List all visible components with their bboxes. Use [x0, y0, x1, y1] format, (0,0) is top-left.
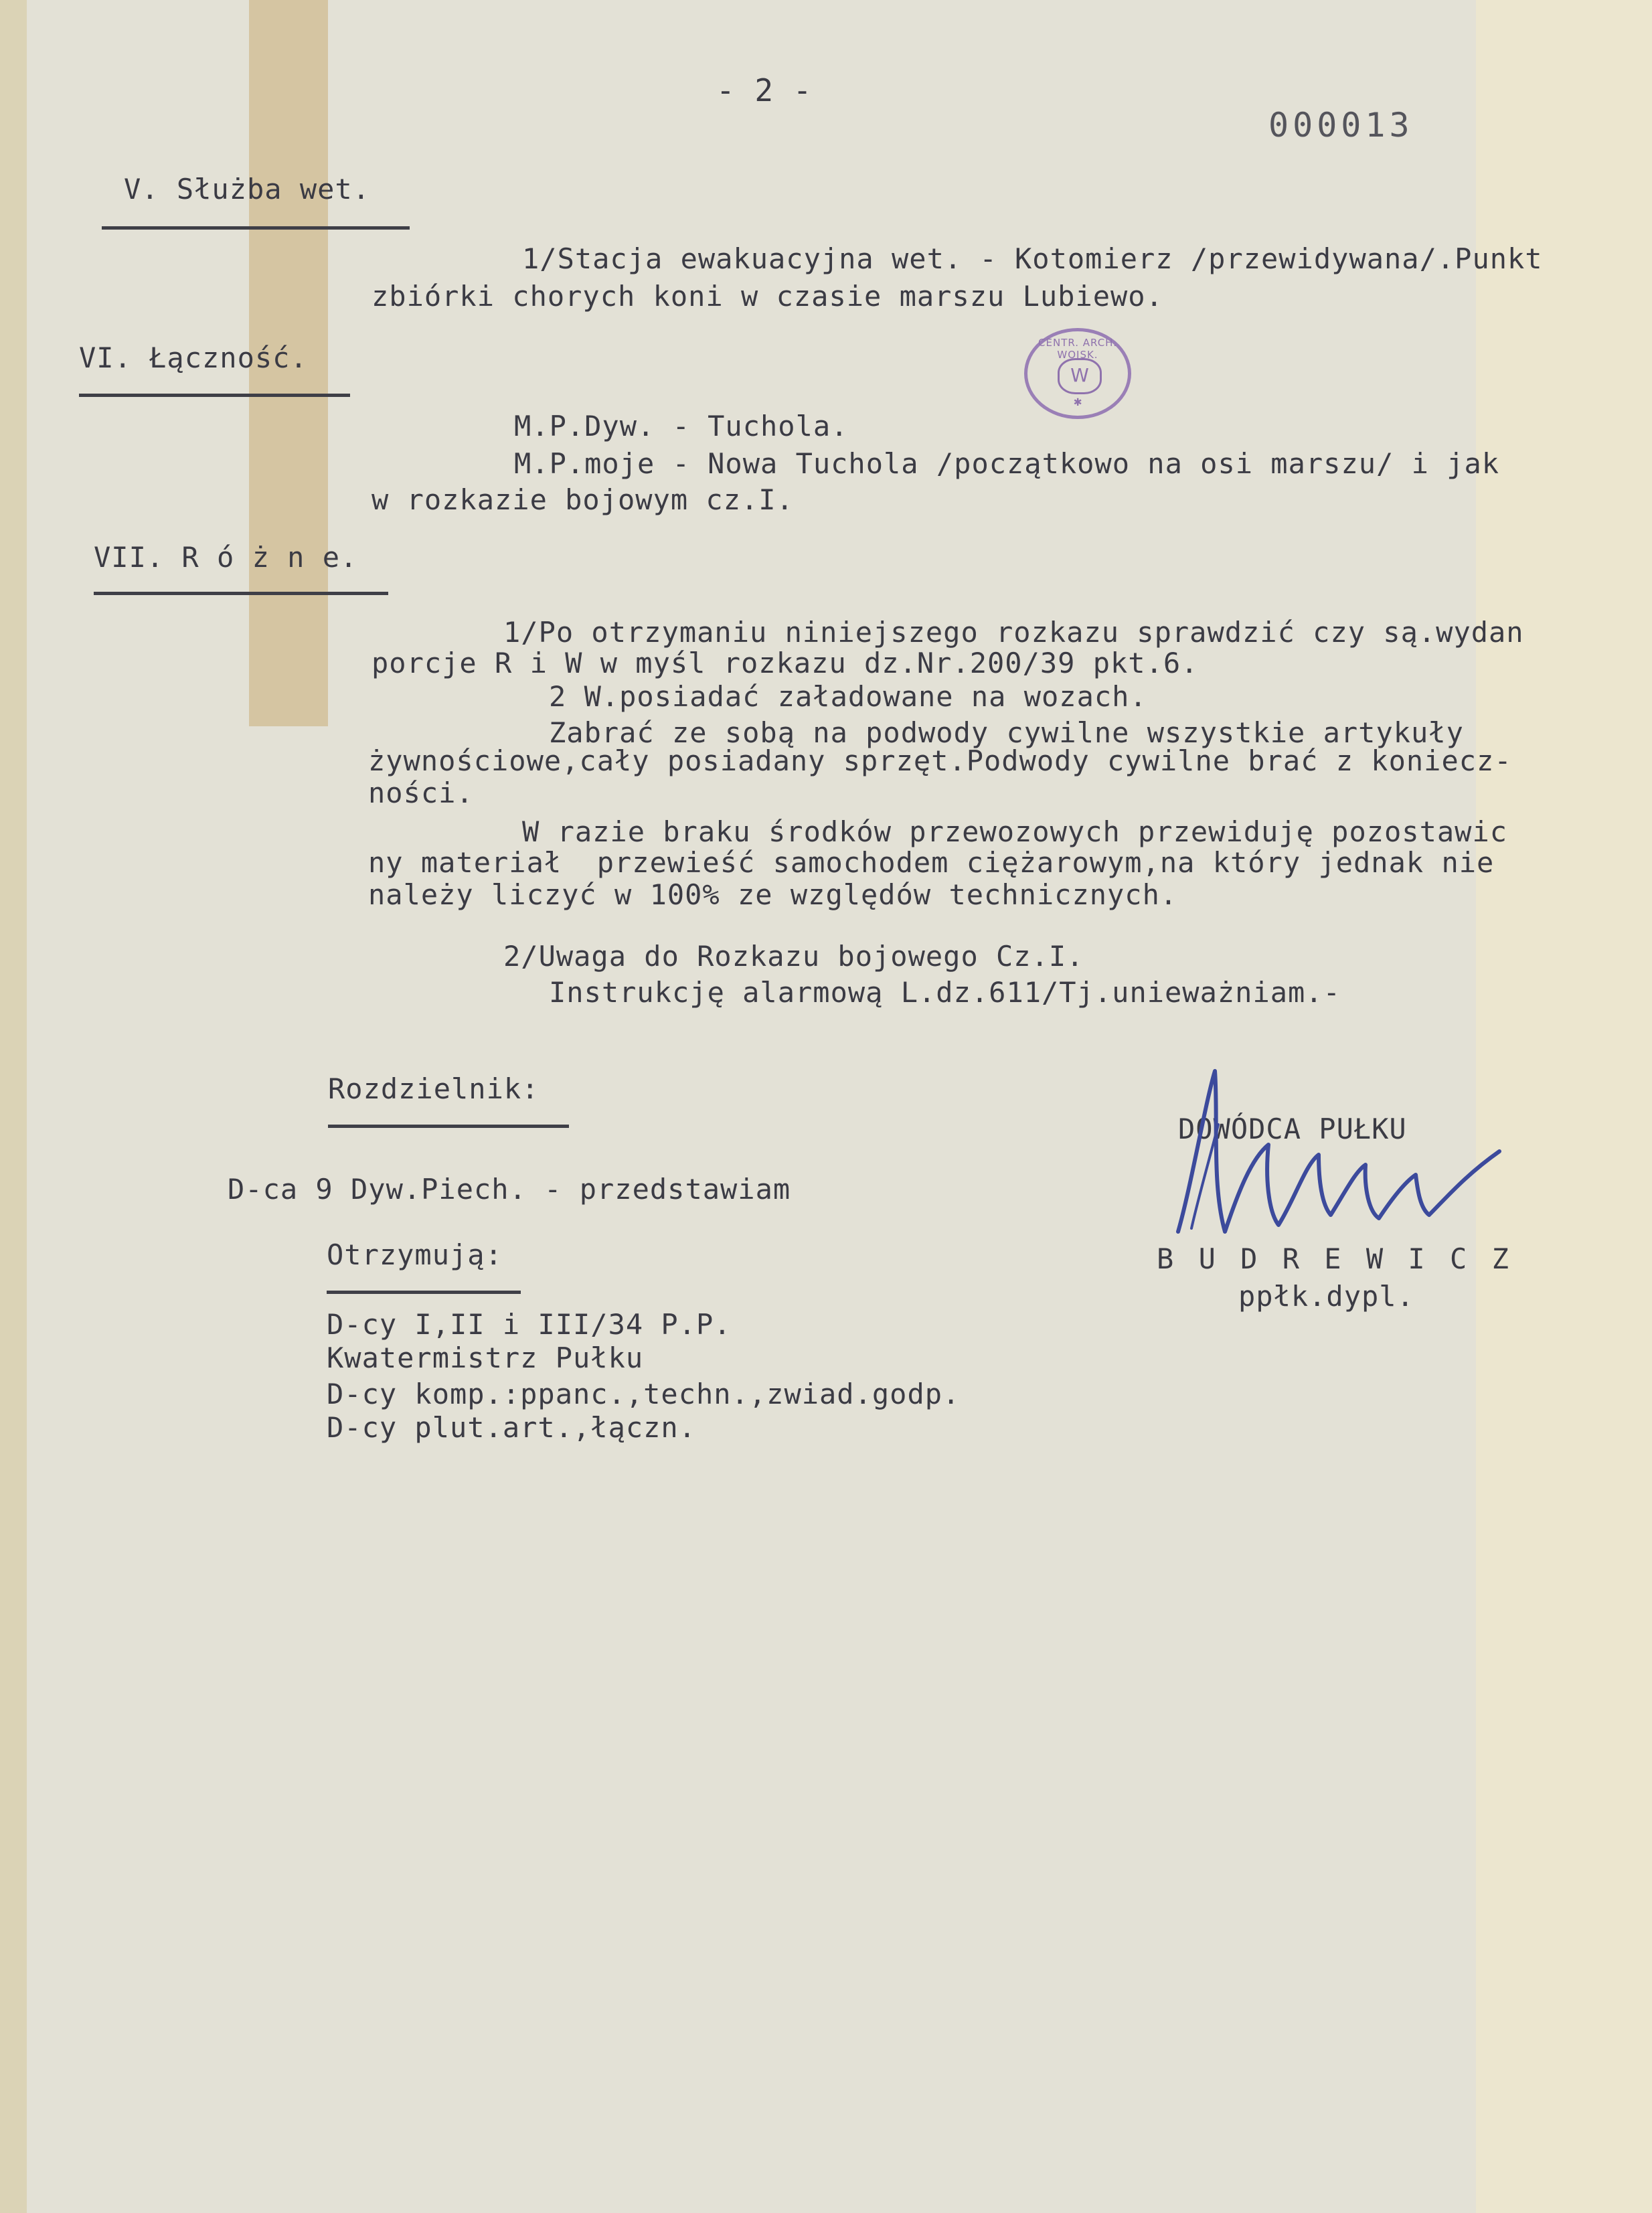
section-v-underline: [102, 226, 410, 230]
section-vi-line2: M.P.moje - Nowa Tuchola /początkowo na osi marszu/ i jak: [514, 447, 1500, 480]
section-vii-line8: ny materiał przewieść samochodem ciężarowym,na który jednak nie: [368, 846, 1495, 879]
section-vii-line9: należy liczyć w 100% ze względów technicznych.: [368, 878, 1178, 911]
section-vii-line3: 2 W.posiadać załadowane na wozach.: [549, 680, 1147, 713]
section-vii-line6: ności.: [368, 776, 474, 809]
paper-edge: [0, 0, 27, 2213]
distribution-line3: Kwatermistrz Pułku: [327, 1341, 644, 1374]
section-vii-title: VII. R ó ż n e.: [94, 541, 358, 574]
section-vii-line5: żywnościowe,cały posiadany sprzęt.Podwody cywilne brać z koniecz-: [368, 744, 1512, 777]
section-vi-line1: M.P.Dyw. - Tuchola.: [514, 410, 849, 442]
distribution-line1: D-ca 9 Dyw.Piech. - przedstawiam: [228, 1173, 791, 1206]
distribution-underline: [328, 1125, 569, 1128]
distribution-line2: D-cy I,II i III/34 P.P.: [327, 1308, 732, 1341]
section-vii-line7: W razie braku środków przewozowych przewiduję pozostawic: [522, 815, 1508, 848]
distribution-line4: D-cy komp.:ppanc.,techn.,zwiad.godp.: [327, 1378, 961, 1410]
received-underline: [327, 1291, 521, 1294]
section-vii-line1: 1/Po otrzymaniu niniejszego rozkazu sprawdzić czy są.wydan: [503, 616, 1524, 649]
section-v-title: V. Służba wet.: [124, 173, 371, 206]
signatory-name: B U D R E W I C Z: [1157, 1242, 1513, 1275]
stamp-text: CENTR. ARCH. WOJSK.: [1038, 337, 1117, 361]
section-vi-underline: [79, 394, 350, 397]
section-vii-line11: Instrukcję alarmową L.dz.611/Tj.unieważniam.-: [549, 976, 1341, 1009]
section-vii-line4: Zabrać ze sobą na podwody cywilne wszystkie artykuły: [549, 716, 1464, 749]
page-number: - 2 -: [716, 72, 813, 108]
distribution-title: Rozdzielnik:: [328, 1072, 540, 1105]
document-number: 000013: [1268, 106, 1414, 145]
section-vi-title: VI. Łączność.: [79, 341, 308, 374]
signature-role: DOWÓDCA PUŁKU: [1178, 1113, 1407, 1145]
signatory-rank: ppłk.dypl.: [1238, 1280, 1414, 1313]
section-vii-line10: 2/Uwaga do Rozkazu bojowego Cz.I.: [503, 940, 1084, 973]
stamp-star-icon: ✱: [1073, 393, 1082, 409]
section-v-line1: 1/Stacja ewakuacyjna wet. - Kotomierz /przewidywana/.Punkt: [522, 242, 1543, 275]
received-title: Otrzymują:: [327, 1238, 503, 1271]
stamp-monogram: W: [1058, 358, 1102, 394]
section-v-line2: zbiórki chorych koni w czasie marszu Lubiewo.: [371, 280, 1163, 313]
handwritten-signature: [1151, 1064, 1553, 1265]
section-vi-line3: w rozkazie bojowym cz.I.: [371, 483, 794, 516]
section-vii-underline: [94, 592, 388, 595]
section-vii-line2: porcje R i W w myśl rozkazu dz.Nr.200/39 pkt.6.: [371, 647, 1199, 679]
archive-stamp: [1024, 328, 1131, 419]
distribution-line5: D-cy plut.art.,łączn.: [327, 1411, 697, 1444]
